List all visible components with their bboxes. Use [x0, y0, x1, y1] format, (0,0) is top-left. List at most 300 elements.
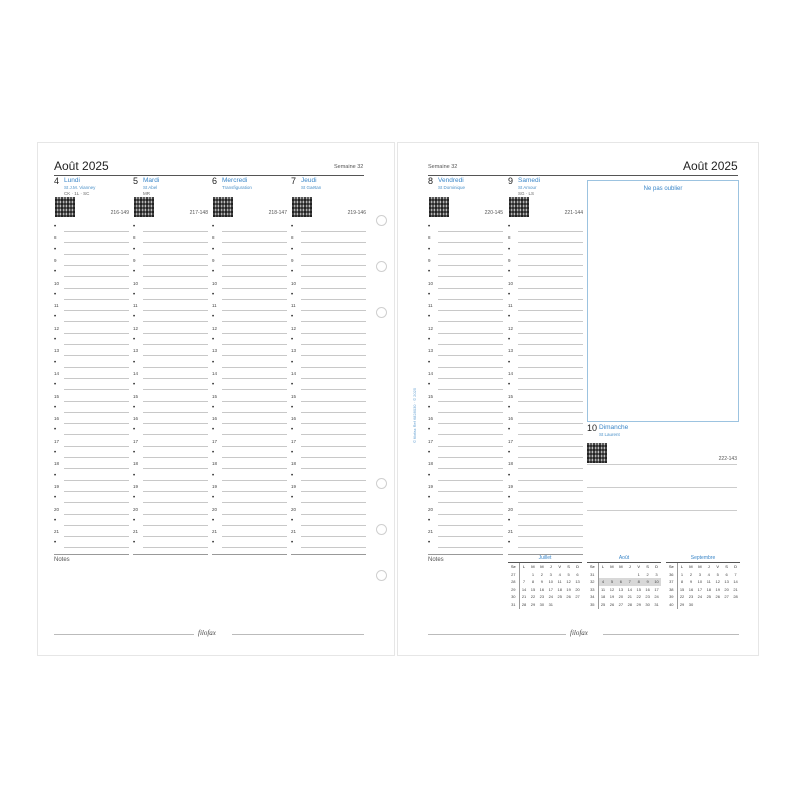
calendar-day[interactable]: 19	[609, 594, 615, 600]
calendar-day[interactable]: 11	[706, 579, 711, 585]
hour-slot[interactable]	[212, 223, 287, 234]
calendar-day[interactable]: 26	[715, 594, 720, 600]
hour-slot[interactable]	[291, 483, 366, 494]
calendar-day[interactable]: 23	[539, 594, 545, 600]
hour-slot[interactable]	[291, 370, 366, 381]
calendar-day[interactable]: 27	[724, 594, 729, 600]
hour-slot[interactable]	[291, 528, 366, 539]
calendar-day[interactable]: 12	[715, 579, 720, 585]
hour-slot[interactable]	[428, 494, 503, 505]
calendar-day[interactable]: 23	[688, 594, 694, 600]
hour-slot[interactable]	[428, 460, 503, 471]
calendar-day[interactable]: 10	[548, 579, 554, 585]
hour-slot[interactable]	[54, 302, 129, 313]
hour-slot[interactable]	[212, 426, 287, 437]
hour-slot[interactable]	[212, 359, 287, 370]
day-note: MR	[143, 191, 150, 196]
calendar-day[interactable]: 24	[654, 594, 659, 600]
calendar-day[interactable]: 20	[724, 586, 729, 592]
hour-slot[interactable]	[291, 359, 366, 370]
hour-slot[interactable]	[133, 257, 208, 268]
hour-slot[interactable]	[133, 404, 208, 415]
hour-slot[interactable]	[133, 460, 208, 471]
hour-slot[interactable]	[54, 223, 129, 234]
hour-slot[interactable]	[212, 472, 287, 483]
hour-slot[interactable]	[508, 438, 583, 449]
hour-label: •	[291, 224, 294, 230]
hour-slot[interactable]	[212, 313, 287, 324]
hour-slot[interactable]	[428, 472, 503, 483]
calendar-day[interactable]: 18	[706, 586, 712, 592]
calendar-day[interactable]: 22	[636, 594, 641, 600]
hour-slot[interactable]	[508, 393, 583, 404]
calendar-header: L	[601, 564, 605, 569]
hour-line	[438, 457, 503, 458]
hour-slot[interactable]	[291, 393, 366, 404]
hour-slot[interactable]	[428, 359, 503, 370]
hour-slot[interactable]	[212, 460, 287, 471]
hour-slot[interactable]	[212, 381, 287, 392]
hour-label: 9	[133, 257, 136, 263]
hour-slot[interactable]	[428, 449, 503, 460]
hour-slot[interactable]	[54, 494, 129, 505]
calendar-day[interactable]: 4	[558, 571, 561, 577]
hour-line	[518, 401, 583, 402]
hour-label: •	[212, 404, 215, 411]
calendar-day[interactable]: 13	[575, 579, 580, 585]
hour-slot[interactable]	[54, 280, 129, 291]
hour-slot[interactable]	[212, 268, 287, 279]
hour-slot[interactable]	[291, 517, 366, 528]
hour-line	[64, 242, 129, 243]
calendar-day[interactable]: 28	[627, 601, 633, 607]
hour-slot[interactable]	[54, 325, 129, 336]
hour-slot[interactable]	[508, 347, 583, 358]
calendar-day[interactable]: 1	[680, 571, 684, 577]
hour-label: 19	[54, 483, 60, 489]
hour-slot[interactable]	[508, 291, 583, 302]
hour-slot[interactable]	[212, 325, 287, 336]
calendar-day[interactable]: 6	[576, 571, 579, 577]
hour-label: •	[428, 450, 431, 456]
hour-slot[interactable]	[212, 438, 287, 449]
calendar-day[interactable]: 5	[567, 571, 570, 577]
calendar-day[interactable]: 17	[548, 586, 554, 592]
hour-slot[interactable]	[428, 370, 503, 381]
hour-label: •	[508, 472, 511, 479]
hour-label: •	[212, 382, 215, 389]
calendar-day[interactable]: 31	[654, 601, 659, 607]
calendar-header: D	[576, 564, 579, 569]
calendar-day[interactable]: 7	[625, 578, 634, 586]
calendar-day[interactable]: 25	[557, 594, 562, 600]
hour-slot[interactable]	[508, 257, 583, 268]
hour-slot[interactable]	[508, 223, 583, 234]
calendar-day[interactable]: 23	[645, 594, 650, 600]
hour-slot[interactable]	[508, 246, 583, 257]
hour-slot[interactable]	[54, 539, 129, 550]
hour-slot[interactable]	[428, 336, 503, 347]
calendar-day[interactable]: 13	[618, 586, 624, 592]
calendar-day[interactable]: 24	[548, 594, 554, 600]
week-number: 34	[587, 593, 599, 601]
calendar-day[interactable]: 3	[698, 571, 701, 577]
hour-slot[interactable]	[212, 449, 287, 460]
calendar-day[interactable]: 17	[697, 586, 703, 592]
hour-slot[interactable]	[133, 336, 208, 347]
hour-slot[interactable]	[428, 325, 503, 336]
hour-slot[interactable]	[291, 268, 366, 279]
hour-slot[interactable]	[508, 302, 583, 313]
hour-slot[interactable]	[508, 313, 583, 324]
hour-slot[interactable]	[212, 415, 287, 426]
hour-slot[interactable]	[212, 336, 287, 347]
calendar-day[interactable]: 9	[689, 579, 693, 585]
hour-slot[interactable]	[428, 302, 503, 313]
hour-label: 18	[291, 461, 297, 467]
hour-slot[interactable]	[54, 381, 129, 392]
calendar-day[interactable]: 10	[652, 578, 661, 586]
calendar-header: M	[531, 564, 535, 569]
hour-slot[interactable]	[428, 381, 503, 392]
hour-slot[interactable]	[291, 313, 366, 324]
hour-slot[interactable]	[428, 234, 503, 245]
hour-slot[interactable]	[291, 460, 366, 471]
calendar-day[interactable]: 21	[733, 586, 738, 592]
hour-slot[interactable]	[291, 438, 366, 449]
hour-slot[interactable]	[54, 370, 129, 381]
hour-slot[interactable]	[212, 393, 287, 404]
hour-slot[interactable]	[428, 223, 503, 234]
calendar-day[interactable]: 18	[557, 586, 562, 592]
hour-slot[interactable]	[133, 381, 208, 392]
hour-slot[interactable]	[291, 223, 366, 234]
hour-slot[interactable]	[291, 381, 366, 392]
hour-slot[interactable]	[54, 257, 129, 268]
hour-slot[interactable]	[133, 268, 208, 279]
hour-label: 15	[508, 393, 514, 399]
calendar-day[interactable]: 6	[616, 578, 625, 586]
calendar-day[interactable]: 16	[645, 586, 650, 592]
hour-slot[interactable]	[133, 370, 208, 381]
hour-slot[interactable]	[291, 506, 366, 517]
calendar-day[interactable]: 27	[618, 601, 624, 607]
hour-slot[interactable]	[212, 291, 287, 302]
calendar-day[interactable]: 8	[634, 578, 643, 586]
hour-slot[interactable]	[133, 302, 208, 313]
calendar-day[interactable]: 11	[557, 579, 562, 585]
hour-slot[interactable]	[428, 280, 503, 291]
hour-slot[interactable]	[508, 234, 583, 245]
hour-slot[interactable]	[291, 336, 366, 347]
hour-slot[interactable]	[54, 336, 129, 347]
calendar-day[interactable]: 10	[697, 579, 703, 585]
calendar-day[interactable]: 2	[689, 571, 693, 577]
calendar-header: Se	[508, 563, 520, 571]
hour-slot[interactable]	[291, 426, 366, 437]
hour-slot[interactable]	[54, 393, 129, 404]
hour-slot[interactable]	[133, 539, 208, 550]
calendar-day[interactable]: 29	[679, 601, 685, 607]
day-note: CK · 1L · SC	[64, 191, 90, 196]
calendar-day[interactable]: 14	[627, 586, 633, 592]
hour-slot[interactable]	[291, 246, 366, 257]
hour-slot[interactable]	[508, 506, 583, 517]
calendar-day[interactable]: 14	[521, 586, 527, 592]
hour-slot[interactable]	[508, 517, 583, 528]
hour-slot[interactable]	[428, 483, 503, 494]
calendar-day[interactable]: 8	[531, 579, 535, 585]
hour-slot[interactable]	[133, 449, 208, 460]
hour-slot[interactable]	[54, 449, 129, 460]
hour-slot[interactable]	[428, 426, 503, 437]
hour-slot[interactable]	[54, 246, 129, 257]
calendar-day[interactable]: 3	[549, 571, 552, 577]
hour-slot[interactable]	[291, 325, 366, 336]
hour-slot[interactable]	[212, 257, 287, 268]
calendar-day[interactable]: 28	[521, 601, 527, 607]
hour-label: 19	[133, 483, 139, 489]
calendar-day[interactable]: 4	[707, 571, 710, 577]
hour-slot[interactable]	[212, 302, 287, 313]
hour-slot[interactable]	[291, 280, 366, 291]
hour-slot[interactable]	[54, 506, 129, 517]
hour-slot[interactable]	[508, 539, 583, 550]
hour-slot[interactable]	[212, 494, 287, 505]
hour-slot[interactable]	[133, 291, 208, 302]
hour-slot[interactable]	[133, 494, 208, 505]
calendar-day[interactable]: 20	[618, 594, 624, 600]
hour-slot[interactable]	[133, 415, 208, 426]
hour-slot[interactable]	[133, 438, 208, 449]
calendar-day[interactable]: 8	[680, 579, 684, 585]
hour-slot[interactable]	[133, 223, 208, 234]
calendar-day[interactable]: 26	[609, 601, 615, 607]
hour-slot[interactable]	[428, 404, 503, 415]
hour-line	[222, 231, 287, 232]
hour-slot[interactable]	[428, 528, 503, 539]
hour-slot[interactable]	[508, 370, 583, 381]
calendar-day[interactable]: 31	[548, 601, 554, 607]
hour-slot[interactable]	[54, 291, 129, 302]
hour-slot[interactable]	[133, 359, 208, 370]
hour-slot[interactable]	[508, 426, 583, 437]
calendar-day[interactable]: 29	[530, 601, 536, 607]
calendar-day[interactable]: 30	[645, 601, 650, 607]
calendar-day[interactable]: 12	[566, 579, 571, 585]
calendar-day[interactable]: 26	[566, 594, 571, 600]
calendar-day[interactable]: 15	[636, 586, 641, 592]
hour-slot[interactable]	[291, 302, 366, 313]
hour-slot[interactable]	[54, 528, 129, 539]
calendar-day[interactable]: 17	[654, 586, 659, 592]
hour-slot[interactable]	[508, 325, 583, 336]
calendar-day[interactable]: 19	[715, 586, 720, 592]
hour-slot[interactable]	[291, 234, 366, 245]
hour-slot[interactable]	[428, 415, 503, 426]
hour-slot[interactable]	[428, 291, 503, 302]
hour-label: 16	[133, 416, 139, 422]
calendar-day[interactable]: 27	[575, 594, 580, 600]
hour-slot[interactable]	[212, 234, 287, 245]
calendar-day[interactable]: 1	[637, 571, 640, 577]
hour-slot[interactable]	[508, 381, 583, 392]
calendar-day[interactable]: 25	[706, 594, 712, 600]
calendar-day[interactable]: 30	[539, 601, 545, 607]
hour-slot[interactable]	[54, 347, 129, 358]
hour-slot[interactable]	[212, 347, 287, 358]
calendar-day[interactable]: 3	[655, 571, 658, 577]
hour-line	[518, 310, 583, 311]
hour-slot[interactable]	[133, 234, 208, 245]
calendar-day[interactable]: 15	[679, 586, 685, 592]
hour-slot[interactable]	[133, 393, 208, 404]
hour-slot[interactable]	[428, 438, 503, 449]
calendar-day[interactable]: 1	[531, 571, 535, 577]
hour-slot[interactable]	[508, 472, 583, 483]
day-index: 221-144	[564, 210, 583, 216]
hour-slot[interactable]	[428, 313, 503, 324]
hour-slot[interactable]	[212, 517, 287, 528]
hour-slot[interactable]	[133, 528, 208, 539]
hour-slot[interactable]	[508, 494, 583, 505]
hour-slot[interactable]	[428, 257, 503, 268]
calendar-day[interactable]: 5	[716, 571, 719, 577]
hour-slot[interactable]	[54, 517, 129, 528]
hour-slot[interactable]	[133, 517, 208, 528]
hour-slot[interactable]	[54, 404, 129, 415]
hour-slot[interactable]	[291, 257, 366, 268]
hour-slot[interactable]	[133, 313, 208, 324]
hour-slot[interactable]	[212, 246, 287, 257]
calendar-day[interactable]: 22	[530, 594, 536, 600]
calendar-day[interactable]: 9	[643, 578, 652, 586]
calendar-day[interactable]: 24	[697, 594, 703, 600]
hour-slot[interactable]	[212, 483, 287, 494]
hour-slot[interactable]	[508, 404, 583, 415]
calendar-day[interactable]: 21	[521, 594, 527, 600]
calendar-day	[704, 601, 713, 609]
hour-slot[interactable]	[54, 415, 129, 426]
hour-line	[143, 502, 208, 503]
hour-slot[interactable]	[508, 528, 583, 539]
calendar-day[interactable]: 15	[530, 586, 536, 592]
calendar-day[interactable]: 13	[724, 579, 729, 585]
hour-slot[interactable]	[212, 404, 287, 415]
hour-slot[interactable]	[133, 506, 208, 517]
hour-slot[interactable]	[508, 415, 583, 426]
hour-label: 16	[54, 416, 60, 422]
hour-slot[interactable]	[508, 449, 583, 460]
calendar-day[interactable]: 20	[575, 586, 580, 592]
hour-slot[interactable]	[508, 268, 583, 279]
hour-slot[interactable]	[212, 539, 287, 550]
hour-slot[interactable]	[428, 506, 503, 517]
calendar-day[interactable]: 2	[646, 571, 649, 577]
hour-slot[interactable]	[133, 426, 208, 437]
hour-slot[interactable]	[428, 393, 503, 404]
hour-slot[interactable]	[428, 517, 503, 528]
calendar-day[interactable]: 22	[679, 594, 685, 600]
hour-slot[interactable]	[212, 280, 287, 291]
calendar-day[interactable]: 7	[734, 571, 737, 577]
hour-slot[interactable]	[133, 246, 208, 257]
hour-slot[interactable]	[133, 483, 208, 494]
hour-slot[interactable]	[54, 268, 129, 279]
hour-slot[interactable]	[428, 539, 503, 550]
calendar-day[interactable]: 19	[566, 586, 571, 592]
hour-slot[interactable]	[54, 460, 129, 471]
hour-slot[interactable]	[291, 449, 366, 460]
hour-slot[interactable]	[428, 246, 503, 257]
calendar-day[interactable]: 30	[688, 601, 694, 607]
calendar-day[interactable]: 2	[540, 571, 543, 577]
hour-slot[interactable]	[133, 347, 208, 358]
hour-slot[interactable]	[54, 472, 129, 483]
hour-slot[interactable]	[428, 268, 503, 279]
hour-label: •	[428, 517, 431, 524]
hour-slot[interactable]	[133, 472, 208, 483]
hour-slot[interactable]	[54, 313, 129, 324]
hour-slot[interactable]	[508, 460, 583, 471]
calendar-day[interactable]: 28	[733, 594, 738, 600]
hour-slot[interactable]	[291, 494, 366, 505]
hour-slot[interactable]	[291, 347, 366, 358]
hour-slot[interactable]	[508, 359, 583, 370]
hour-slot[interactable]	[133, 280, 208, 291]
calendar-day[interactable]: 16	[688, 586, 694, 592]
calendar-day[interactable]: 21	[627, 594, 633, 600]
hour-slot[interactable]	[54, 234, 129, 245]
calendar-day[interactable]: 14	[733, 579, 738, 585]
hour-slot[interactable]	[508, 280, 583, 291]
calendar-day[interactable]: 5	[608, 578, 617, 586]
calendar-day[interactable]: 18	[600, 594, 606, 600]
week-number: 32	[587, 578, 599, 586]
calendar-day[interactable]: 4	[599, 578, 608, 586]
hour-slot[interactable]	[54, 483, 129, 494]
calendar-day[interactable]: 6	[725, 571, 728, 577]
hour-label: 16	[291, 416, 297, 422]
calendar-day[interactable]: 25	[600, 601, 606, 607]
calendar-day[interactable]: 12	[609, 586, 615, 592]
hour-slot[interactable]	[54, 426, 129, 437]
hour-label: 12	[428, 325, 434, 331]
hour-slot[interactable]	[291, 291, 366, 302]
hour-slot[interactable]	[212, 528, 287, 539]
hour-slot[interactable]	[291, 404, 366, 415]
hour-slot[interactable]	[212, 506, 287, 517]
hour-label: 20	[212, 506, 218, 512]
hour-slot[interactable]	[212, 370, 287, 381]
hour-slot[interactable]	[508, 483, 583, 494]
calendar-day[interactable]: 9	[540, 579, 543, 585]
hour-slot[interactable]	[291, 415, 366, 426]
day-rule	[587, 510, 737, 511]
calendar-day[interactable]: 16	[539, 586, 545, 592]
hour-slot[interactable]	[54, 438, 129, 449]
hour-slot[interactable]	[133, 325, 208, 336]
hour-slot[interactable]	[54, 359, 129, 370]
hour-slot[interactable]	[508, 336, 583, 347]
calendar-day[interactable]: 11	[600, 586, 606, 592]
hour-slot[interactable]	[291, 539, 366, 550]
calendar-day[interactable]: 7	[522, 579, 526, 585]
hour-slot[interactable]	[291, 472, 366, 483]
calendar-day[interactable]: 29	[636, 601, 641, 607]
hour-slot[interactable]	[428, 347, 503, 358]
hour-line	[518, 231, 583, 232]
